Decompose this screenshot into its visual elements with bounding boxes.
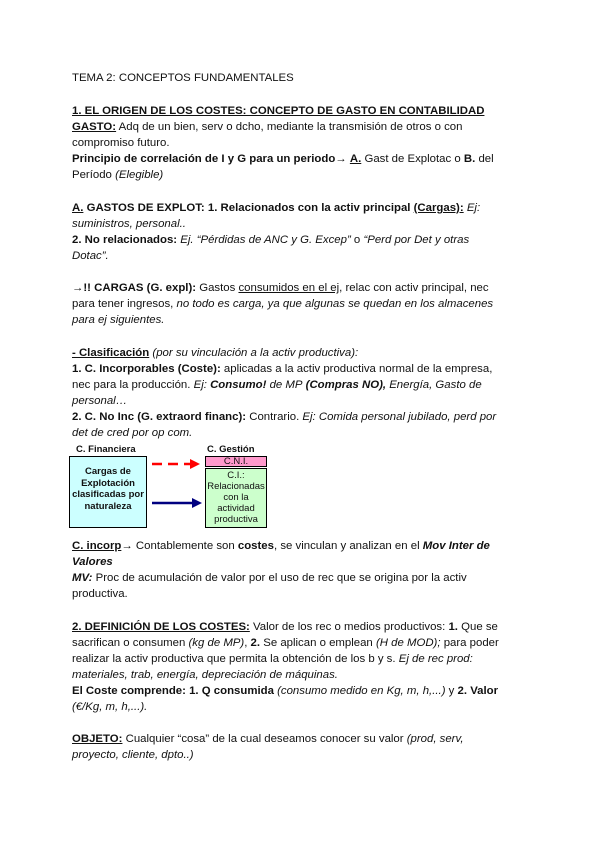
- mv-line: MV: Proc de acumulación de valor por el uso de rec que se origina por la activ: [72, 572, 467, 584]
- valores-line: Valores: [72, 556, 113, 568]
- suministros-line: suministros, personal..: [72, 218, 186, 230]
- clasificacion-heading: - Clasificación (por su vinculación a la activ productiva):: [72, 347, 359, 359]
- dotac-line: Dotac”.: [72, 250, 109, 262]
- cost-classification-diagram: [72, 440, 530, 532]
- section2-line-3: realizar la activ productiva que permita la obtención de los b y s. Ej de rec prod:: [72, 653, 473, 665]
- c-incorporables-line: 1. C. Incorporables (Coste): aplicadas a la activ productiva normal de la empresa,: [72, 363, 493, 375]
- gasto-line-2: compromiso futuro.: [72, 137, 170, 149]
- mv-line-2: productiva.: [72, 588, 128, 600]
- no-relacionados-line: 2. No relacionados: Ej. “Pérdidas de ANC y G. Excep” o “Perd por Det y otras: [72, 234, 470, 246]
- cargas-explotacion-box: Cargas de Explotación clasificadas por naturaleza: [69, 456, 147, 528]
- c-incorporables-line-3: personal…: [72, 395, 128, 407]
- document-title: TEMA 2: CONCEPTOS FUNDAMENTALES: [72, 72, 294, 84]
- c-no-inc-line: 2. C. No Inc (G. extraord financ): Contrario. Ej: Comida personal jubilado, perd por: [72, 411, 497, 423]
- cni-box: C.N.I.: [205, 456, 267, 467]
- principio-line: Principio de correlación de I y G para un periodo→ A. Gast de Explotac o B. del: [72, 153, 494, 165]
- periodo-line: Período (Elegible): [72, 169, 164, 181]
- gastos-explot-heading: A. GASTOS DE EXPLOT: 1. Relacionados con la activ principal (Cargas): Ej:: [72, 202, 481, 214]
- dashed-arrow-head: [190, 459, 200, 469]
- c-incorporables-line-2: nec para la producción. Ej: Consumo! de MP (Compras NO), Energía, Gasto de: [72, 379, 482, 391]
- incorp-line: C. incorp→ Contablemente son costes, se vinculan y analizan en el Mov Inter de: [72, 540, 490, 552]
- ci-box: C.I.: Relacionadas con la actividad productiva: [205, 468, 267, 528]
- section2-line-1: 2. DEFINICIÓN DE LOS COSTES: Valor de los rec o medios productivos: 1. Que se: [72, 621, 498, 633]
- label-c-gestion: C. Gestión: [207, 444, 255, 455]
- c-no-inc-line-2: det de cred por op com.: [72, 427, 193, 439]
- cargas-line-3: para ej siguientes.: [72, 314, 165, 326]
- gasto-line: GASTO: Adq de un bien, serv o dcho, mediante la transmisión de otros o con: [72, 121, 463, 133]
- coste-comprende-line: El Coste comprende: 1. Q consumida (consumo medido en Kg, m, h,...) y 2. Valor: [72, 685, 499, 697]
- solid-arrow-head: [192, 498, 202, 508]
- label-c-financiera: C. Financiera: [76, 444, 136, 455]
- cargas-line: →!! CARGAS (G. expl): Gastos consumidos en el ej, relac con activ principal, nec: [72, 282, 489, 294]
- objeto-line: OBJETO: Cualquier “cosa” de la cual deseamos conocer su valor (prod, serv,: [72, 733, 464, 745]
- objeto-line-2: proyecto, cliente, dpto..): [72, 749, 194, 761]
- cargas-line-2: para tener ingresos, no todo es carga, ya que algunas se quedan en los almacenes: [72, 298, 494, 310]
- section2-line-4: materiales, trab, energía, depreciación de máquinas.: [72, 669, 338, 681]
- section2-line-2: sacrifican o consumen (kg de MP), 2. Se aplican o emplean (H de MOD); para poder: [72, 637, 499, 649]
- coste-comprende-line-2: (€/Kg, m, h,...).: [72, 701, 148, 713]
- section1-heading: 1. EL ORIGEN DE LOS COSTES: CONCEPTO DE GASTO EN CONTABILIDAD: [72, 105, 485, 117]
